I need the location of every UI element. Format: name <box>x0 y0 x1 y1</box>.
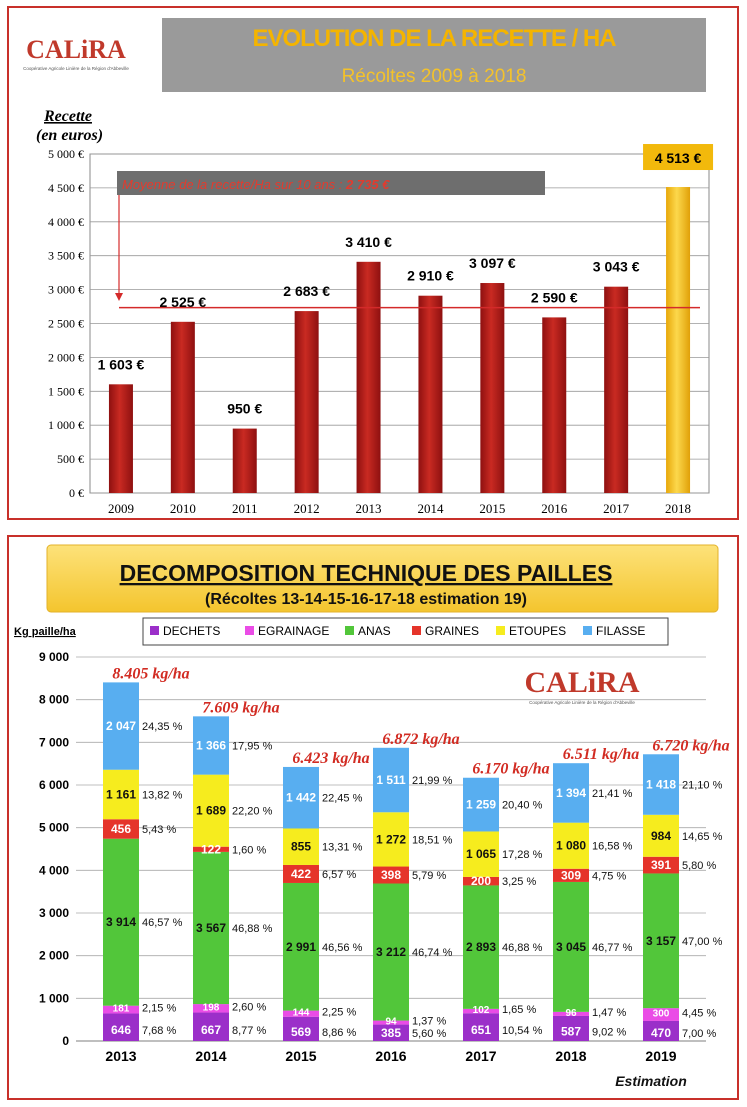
segment-value-graines-2015: 422 <box>290 866 312 881</box>
legend-label-etoupes: ETOUPES <box>509 624 567 638</box>
segment-percent-filasse-2016: 21,99 % <box>412 775 453 788</box>
legend-swatch-filasse <box>583 626 592 635</box>
legend-label-egrainage: EGRAINAGE <box>258 624 330 638</box>
segment-percent-anas-2017: 46,88 % <box>502 942 543 955</box>
segment-percent-anas-2018: 46,77 % <box>592 941 633 954</box>
x-ticks-2 <box>105 1048 676 1064</box>
y-tick-label: 0 <box>62 1034 69 1048</box>
y-ticks <box>48 147 84 500</box>
legend-label-dechets: DECHETS <box>163 624 221 638</box>
y-tick-label: 4 000 € <box>48 214 84 229</box>
x-tick-2013: 2013 <box>355 501 382 516</box>
average-arrow-head <box>115 293 123 301</box>
segment-percent-graines-2014: 1,60 % <box>232 844 267 857</box>
value-label-2013: 3 410 € <box>345 233 392 250</box>
segment-value-dechets-2017: 651 <box>470 1023 492 1038</box>
total-label-2017: 6.170 kg/ha <box>472 760 550 778</box>
segment-percent-etoupes-2018: 16,58 % <box>592 840 633 853</box>
value-label-2014: 2 910 € <box>407 267 454 284</box>
segment-percent-anas-2015: 46,56 % <box>322 941 363 954</box>
y-axis-unit: (en euros) <box>36 127 104 144</box>
y-axis-label: Recette <box>44 108 92 125</box>
x-tick-2016: 2016 <box>375 1048 407 1064</box>
segment-percent-graines-2018: 4,75 % <box>592 870 627 883</box>
segment-percent-etoupes-2014: 22,20 % <box>232 805 273 818</box>
chart-title: EVOLUTION DE LA RECETTE / HA <box>252 25 616 52</box>
segment-value-graines-2016: 398 <box>380 868 402 883</box>
bar-2014 <box>418 296 442 493</box>
total-label-2016: 6.872 kg/ha <box>382 730 460 748</box>
segment-value-graines-2019: 391 <box>650 858 672 873</box>
segment-value-anas-2017: 2 893 <box>465 940 497 955</box>
bar-2009 <box>109 384 133 493</box>
segment-value-etoupes-2016: 1 272 <box>375 832 407 847</box>
bar-2017 <box>604 287 628 493</box>
segment-percent-etoupes-2015: 13,31 % <box>322 841 363 854</box>
segment-value-egrainage-2017: 102 <box>472 1005 490 1017</box>
y-tick-label: 3 000 € <box>48 282 84 297</box>
segment-value-etoupes-2017: 1 065 <box>465 847 497 862</box>
chart-title-2: DECOMPOSITION TECHNIQUE DES PAILLES <box>119 560 613 586</box>
segment-value-filasse-2018: 1 394 <box>555 785 587 800</box>
logo-text: CALiRA <box>26 35 126 64</box>
segment-value-anas-2018: 3 045 <box>555 939 587 954</box>
x-tick-2012: 2012 <box>293 501 320 516</box>
segment-percent-dechets-2013: 7,68 % <box>142 1025 177 1038</box>
value-label-2018: 4 513 € <box>654 150 702 167</box>
segment-percent-filasse-2013: 24,35 % <box>142 721 183 734</box>
x-tick-2019: 2019 <box>645 1048 677 1064</box>
segment-value-anas-2016: 3 212 <box>375 945 407 960</box>
y-tick-label: 1 500 € <box>48 384 84 399</box>
y-tick-label: 0 € <box>69 486 84 500</box>
segment-percent-anas-2016: 46,74 % <box>412 947 453 960</box>
x-tick-2017: 2017 <box>465 1048 497 1064</box>
segment-percent-filasse-2019: 21,10 % <box>682 779 723 792</box>
segment-percent-dechets-2017: 10,54 % <box>502 1025 543 1038</box>
y-tick-label: 8 000 <box>38 692 69 707</box>
segment-percent-filasse-2015: 22,45 % <box>322 792 363 805</box>
legend-swatch-etoupes <box>496 626 505 635</box>
bar-2016 <box>542 317 566 493</box>
segment-percent-etoupes-2019: 14,65 % <box>682 830 723 843</box>
legend-swatch-graines <box>412 626 421 635</box>
chart-subtitle: Récoltes 2009 à 2018 <box>341 66 527 87</box>
y-tick-label: 3 000 <box>38 906 69 920</box>
value-label-2010: 2 525 € <box>159 293 207 310</box>
value-label-2015: 3 097 € <box>468 255 516 272</box>
bar-2012 <box>295 311 319 493</box>
x-tick-2015: 2015 <box>479 501 506 516</box>
y-tick-label: 500 € <box>57 452 84 467</box>
bar-2010 <box>171 322 195 493</box>
segment-percent-egrainage-2019: 4,45 % <box>682 1007 717 1020</box>
average-annotation <box>115 171 545 301</box>
value-label-2017: 3 043 € <box>592 258 640 275</box>
bar-2013 <box>357 262 381 493</box>
x-tick-2018: 2018 <box>555 1048 587 1064</box>
segment-value-etoupes-2018: 1 080 <box>555 838 587 853</box>
segment-percent-egrainage-2018: 1,47 % <box>592 1006 627 1019</box>
segment-percent-anas-2013: 46,57 % <box>142 917 183 930</box>
segment-value-etoupes-2013: 1 161 <box>105 787 137 802</box>
segment-value-egrainage-2014: 198 <box>202 1002 220 1014</box>
legend-swatch-anas <box>345 626 354 635</box>
y-tick-label: 2 000 € <box>48 350 84 365</box>
segment-percent-filasse-2014: 17,95 % <box>232 740 273 753</box>
segment-value-filasse-2015: 1 442 <box>285 790 317 805</box>
x-tick-2011: 2011 <box>231 501 258 516</box>
segment-value-dechets-2014: 667 <box>200 1022 222 1037</box>
y-axis-label-2: Kg paille/ha <box>14 626 76 638</box>
logo-top <box>23 35 129 71</box>
segment-value-anas-2015: 2 991 <box>285 939 317 954</box>
value-label-2009: 1 603 € <box>97 356 145 373</box>
segment-percent-dechets-2015: 8,86 % <box>322 1026 357 1039</box>
x-tick-2017: 2017 <box>603 501 630 516</box>
legend-label-anas: ANAS <box>358 624 391 638</box>
segment-percent-dechets-2018: 9,02 % <box>592 1026 627 1039</box>
segment-percent-egrainage-2014: 2,60 % <box>232 1001 267 1014</box>
segment-value-etoupes-2019: 984 <box>650 828 672 843</box>
x-tick-2013: 2013 <box>105 1048 137 1064</box>
x-ticks <box>108 501 691 516</box>
segment-value-anas-2014: 3 567 <box>195 920 227 935</box>
x-tick-2014: 2014 <box>195 1048 227 1064</box>
y-tick-label: 5 000 <box>38 820 69 835</box>
segment-value-anas-2013: 3 914 <box>105 915 137 930</box>
x-tick-2010: 2010 <box>169 501 196 516</box>
logo-bottom <box>524 666 639 705</box>
x-tick-2009: 2009 <box>107 501 134 516</box>
segment-value-graines-2017: 200 <box>470 874 492 889</box>
y-tick-label: 6 000 <box>38 778 69 792</box>
segment-percent-egrainage-2013: 2,15 % <box>142 1002 177 1015</box>
value-label-2016: 2 590 € <box>530 289 578 306</box>
bar-2015 <box>480 283 504 493</box>
y-ticks-2 <box>39 650 69 1048</box>
segment-value-dechets-2015: 569 <box>290 1024 312 1039</box>
segment-percent-dechets-2019: 7,00 % <box>682 1028 717 1040</box>
segment-percent-egrainage-2016: 1,37 % <box>412 1015 447 1028</box>
segment-percent-graines-2016: 5,79 % <box>412 870 447 883</box>
segment-percent-filasse-2018: 21,41 % <box>592 787 633 800</box>
legend-swatch-egrainage <box>245 626 254 635</box>
total-label-2013: 8.405 kg/ha <box>112 665 190 683</box>
y-tick-label: 2 500 € <box>48 316 84 331</box>
segment-value-egrainage-2013: 181 <box>112 1003 130 1015</box>
chart-subtitle-2: (Récoltes 13-14-15-16-17-18 estimation 19) <box>205 591 527 608</box>
estimation-note: Estimation <box>615 1073 687 1089</box>
segment-value-dechets-2013: 646 <box>110 1023 132 1038</box>
segment-value-filasse-2016: 1 511 <box>376 773 406 788</box>
logo-subtitle: Coopérative Agricole Linière de la Région d'Abbeville <box>23 66 129 71</box>
segment-value-egrainage-2015: 144 <box>292 1007 310 1019</box>
total-label-2015: 6.423 kg/ha <box>292 749 370 767</box>
segment-value-graines-2014: 122 <box>200 842 222 857</box>
segment-percent-graines-2019: 5,80 % <box>682 860 717 873</box>
x-tick-2014: 2014 <box>417 501 444 516</box>
segment-value-filasse-2019: 1 418 <box>645 777 677 792</box>
segment-percent-etoupes-2016: 18,51 % <box>412 834 453 847</box>
segment-percent-egrainage-2017: 1,65 % <box>502 1004 537 1017</box>
bars <box>98 144 713 493</box>
segment-value-filasse-2013: 2 047 <box>105 719 137 734</box>
segment-value-graines-2018: 309 <box>560 868 582 883</box>
total-label-2019: 6.720 kg/ha <box>652 737 730 755</box>
segment-value-dechets-2016: 385 <box>380 1026 402 1040</box>
segment-value-graines-2013: 456 <box>110 821 132 836</box>
segment-value-dechets-2019: 470 <box>650 1026 672 1040</box>
y-tick-label: 2 000 <box>38 948 69 963</box>
logo-text-2: CALiRA <box>524 666 640 699</box>
segment-percent-graines-2015: 6,57 % <box>322 868 357 881</box>
x-tick-2015: 2015 <box>285 1048 317 1064</box>
segment-percent-etoupes-2013: 13,82 % <box>142 789 183 802</box>
bar-2011 <box>233 429 257 493</box>
total-label-2018: 6.511 kg/ha <box>562 746 640 764</box>
average-text: Moyenne de la recette/Ha sur 10 ans : 2 735 € <box>122 177 390 192</box>
segment-percent-egrainage-2015: 2,25 % <box>322 1006 357 1019</box>
y-tick-label: 1 000 <box>38 991 69 1006</box>
legend-swatch-dechets <box>150 626 159 635</box>
segment-value-etoupes-2014: 1 689 <box>195 803 227 818</box>
segment-value-anas-2019: 3 157 <box>645 933 677 948</box>
legend-label-graines: GRAINES <box>425 624 480 638</box>
y-tick-label: 9 000 <box>38 650 69 664</box>
y-tick-label: 4 000 <box>38 863 69 878</box>
y-tick-label: 5 000 € <box>48 147 84 161</box>
value-label-2012: 2 683 € <box>283 283 331 300</box>
segment-value-dechets-2018: 587 <box>560 1024 582 1039</box>
segment-value-egrainage-2016: 94 <box>385 1016 397 1028</box>
segment-percent-graines-2013: 5,43 % <box>142 823 177 836</box>
y-tick-label: 3 500 € <box>48 248 84 263</box>
segment-percent-dechets-2014: 8,77 % <box>232 1024 267 1037</box>
segment-percent-anas-2019: 47,00 % <box>682 935 723 948</box>
segment-percent-etoupes-2017: 17,28 % <box>502 849 543 862</box>
total-label-2014: 7.609 kg/ha <box>202 699 280 717</box>
segment-percent-filasse-2017: 20,40 % <box>502 799 543 812</box>
segment-percent-anas-2014: 46,88 % <box>232 922 273 935</box>
segment-value-egrainage-2019: 300 <box>652 1008 670 1020</box>
legend-label-filasse: FILASSE <box>596 624 646 638</box>
logo-subtitle-2: Coopérative Agricole Linière de la Région d'Abbeville <box>529 700 635 705</box>
bar-2018 <box>666 187 690 493</box>
y-tick-label: 7 000 <box>38 735 69 750</box>
y-tick-label: 1 000 € <box>48 418 84 433</box>
segment-value-egrainage-2018: 96 <box>565 1007 577 1019</box>
segment-value-filasse-2017: 1 259 <box>465 797 497 812</box>
x-tick-2018: 2018 <box>665 501 692 516</box>
value-label-2011: 950 € <box>227 400 263 417</box>
segment-percent-dechets-2016: 5,60 % <box>412 1028 447 1040</box>
x-tick-2016: 2016 <box>541 501 568 516</box>
segment-value-filasse-2014: 1 366 <box>195 738 227 753</box>
segment-value-etoupes-2015: 855 <box>290 839 312 854</box>
segment-percent-graines-2017: 3,25 % <box>502 876 537 889</box>
y-tick-label: 4 500 € <box>48 180 84 195</box>
